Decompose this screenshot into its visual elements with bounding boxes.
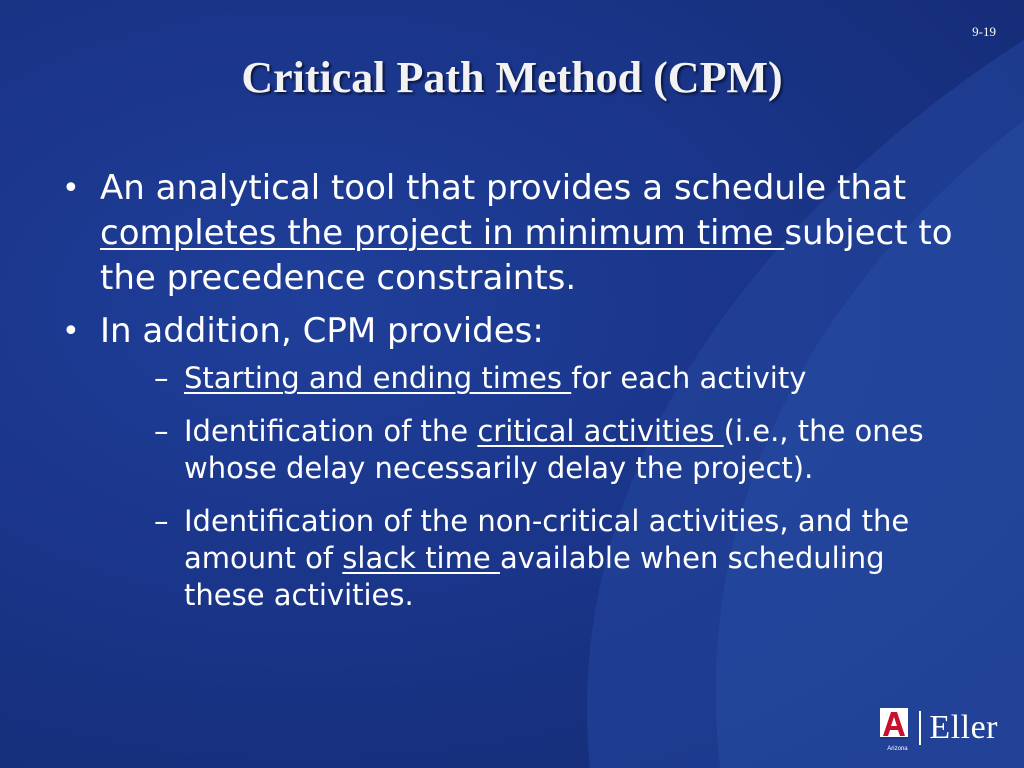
text-segment: Identification of the non-critical activities, and the amount of <box>184 504 910 575</box>
text-segment: Identification of the <box>184 414 478 448</box>
bullet-list <box>62 166 962 630</box>
logo-divider <box>919 711 921 745</box>
university-a-logo-icon <box>877 706 911 750</box>
underlined-text: Starting and ending times <box>184 361 572 395</box>
eller-logo <box>877 706 998 750</box>
sub-bullet-item <box>146 413 962 487</box>
bullet-text <box>100 166 962 301</box>
underlined-text: completes the project in minimum time <box>100 213 785 253</box>
slide-number: 9-19 <box>972 24 996 39</box>
sub-bullet-item <box>146 360 962 397</box>
logo-wordmark: Eller <box>929 709 998 746</box>
bullet-item <box>62 166 962 301</box>
bullet-item <box>62 309 962 614</box>
logo-subtext: Arizona <box>887 746 908 752</box>
underlined-text: slack time <box>342 541 500 575</box>
text-segment: An analytical tool that provides a schedule that <box>100 168 907 208</box>
sub-bullet-list <box>100 360 962 614</box>
bullet-text <box>100 309 962 354</box>
text-segment: (i.e., the ones whose delay necessarily delay the project). <box>184 414 924 485</box>
text-segment: subject to the precedence constraints. <box>100 213 953 298</box>
slide-title: Critical Path Method (CPM) <box>241 53 783 102</box>
text-segment: available when scheduling these activities. <box>184 541 885 612</box>
text-segment: for each activity <box>571 361 807 395</box>
text-segment: In addition, CPM provides: <box>100 311 544 351</box>
underlined-text: critical activities <box>477 414 724 448</box>
sub-bullet-item <box>146 503 962 614</box>
